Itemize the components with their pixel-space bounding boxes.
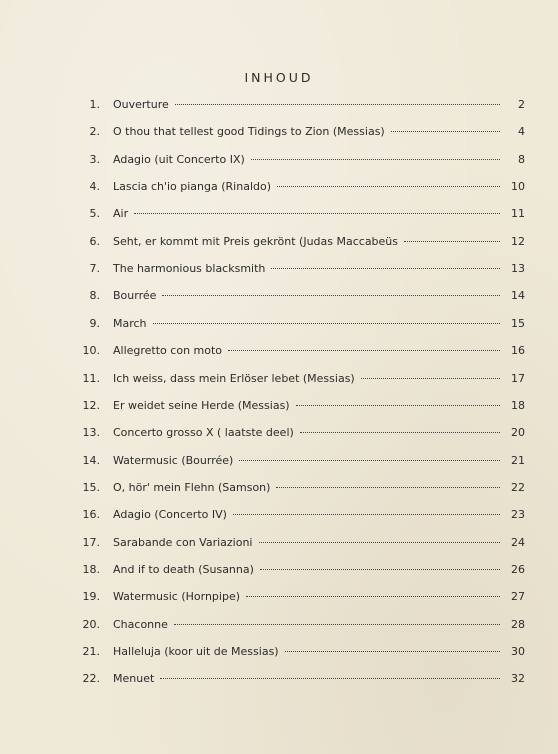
toc-entry-title: Concerto grosso X ( laatste deel) xyxy=(113,426,294,440)
toc-entry-title: Air xyxy=(113,207,129,221)
dot-leader xyxy=(300,432,500,433)
toc-entry-title: And if to death (Susanna) xyxy=(113,562,254,576)
toc-entry-number: 6. xyxy=(89,234,100,248)
toc-entry-number: 14. xyxy=(82,453,100,467)
dot-leader xyxy=(361,378,500,379)
toc-entry-line xyxy=(113,260,503,278)
toc-entry-line xyxy=(113,588,503,606)
toc-entry-number: 22. xyxy=(82,672,100,686)
toc-entry-page-number: 28 xyxy=(511,617,525,631)
dot-leader xyxy=(175,104,500,105)
toc-entry-title: O thou that tellest good Tidings to Zion (Messias) xyxy=(113,125,385,139)
dot-leader xyxy=(404,241,500,242)
toc-entry-page-number: 15 xyxy=(511,316,525,330)
toc-entry-number: 7. xyxy=(89,262,100,276)
toc-entry-number: 19. xyxy=(82,590,100,604)
toc-entry-line xyxy=(113,205,503,223)
toc-entry-number: 9. xyxy=(89,316,100,330)
toc-entry xyxy=(0,616,558,634)
dot-leader xyxy=(260,569,500,570)
toc-entry-title: Seht, er kommt mit Preis gekrönt (Judas Maccabeüs xyxy=(113,234,399,248)
toc-entry-line xyxy=(113,96,503,114)
toc-entry-line xyxy=(113,315,503,333)
dot-leader xyxy=(239,460,500,461)
toc-entry xyxy=(0,370,558,388)
toc-entry-title: Chaconne xyxy=(113,617,168,631)
dot-leader xyxy=(277,186,500,187)
toc-entry xyxy=(0,96,558,114)
toc-entry-number: 8. xyxy=(89,289,100,303)
toc-entry-page-number: 2 xyxy=(518,98,525,111)
dot-leader xyxy=(246,596,500,597)
toc-entry-title: Watermusic (Hornpipe) xyxy=(113,590,241,604)
toc-entry-page-number: 4 xyxy=(518,125,525,139)
toc-entry xyxy=(0,287,558,305)
toc-entry-title: Sarabande con Variazioni xyxy=(113,535,253,549)
toc-entry-page-number: 16 xyxy=(511,344,525,358)
toc-entry-number: 4. xyxy=(89,180,100,194)
dot-leader xyxy=(228,350,500,351)
toc-entry xyxy=(0,643,558,661)
toc-entry-page-number: 10 xyxy=(511,180,525,194)
toc-entry-page-number: 30 xyxy=(511,645,525,658)
toc-entry-title: Adagio (uit Concerto IX) xyxy=(113,152,245,166)
toc-entry-page-number: 14 xyxy=(511,289,525,303)
toc-entry xyxy=(0,561,558,579)
page-title: INHOUD xyxy=(244,70,314,85)
toc-entry-number: 2. xyxy=(89,125,100,139)
toc-entry-title: Ich weiss, dass mein Erlöser lebet (Messias) xyxy=(113,371,355,385)
dot-leader xyxy=(296,405,500,406)
toc-entry-number: 17. xyxy=(82,535,100,549)
toc-entry xyxy=(0,151,558,169)
toc-entry xyxy=(0,233,558,251)
toc-entry-line xyxy=(113,342,503,360)
dot-leader xyxy=(259,542,501,543)
dot-leader xyxy=(134,213,500,214)
dot-leader xyxy=(285,651,500,652)
toc-entry-line xyxy=(113,178,503,196)
toc-entry-line xyxy=(113,534,503,552)
dot-leader xyxy=(162,295,500,296)
dot-leader xyxy=(271,268,500,269)
toc-entry-page-number: 12 xyxy=(511,234,525,248)
toc-entry xyxy=(0,506,558,524)
dot-leader xyxy=(391,131,500,132)
toc-entry-line xyxy=(113,151,503,169)
toc-entry xyxy=(0,534,558,552)
toc-entry-number: 20. xyxy=(82,617,100,631)
toc-entry xyxy=(0,452,558,470)
toc-entry-page-number: 13 xyxy=(511,262,525,276)
toc-entry xyxy=(0,479,558,497)
toc-entry-title: Lascia ch'io pianga (Rinaldo) xyxy=(113,180,272,194)
toc-entry-line xyxy=(113,643,503,661)
toc-entry-number: 12. xyxy=(82,398,100,412)
toc-entry-page-number: 20 xyxy=(511,426,525,440)
dot-leader xyxy=(160,678,500,679)
toc-entry-number: 11. xyxy=(82,371,100,385)
toc-entry-page-number: 17 xyxy=(511,371,525,385)
toc-entry-title: March xyxy=(113,316,147,330)
toc-entry-number: 16. xyxy=(82,508,100,522)
toc-entry-number: 3. xyxy=(89,152,100,166)
toc-entry-line xyxy=(113,561,503,579)
toc-entry-line xyxy=(113,123,503,141)
dot-leader xyxy=(233,514,500,515)
dot-leader xyxy=(153,323,500,324)
toc-entry xyxy=(0,315,558,333)
toc-entry-number: 1. xyxy=(89,98,100,111)
toc-entry-title: Halleluja (koor uit de Messias) xyxy=(113,645,279,658)
toc-entry-page-number: 27 xyxy=(511,590,525,604)
toc-entry-page-number: 32 xyxy=(511,672,525,686)
toc-entry-title: Ouverture xyxy=(113,98,169,111)
toc-entry-title: Watermusic (Bourrée) xyxy=(113,453,234,467)
toc-entry-title: Allegretto con moto xyxy=(113,344,223,358)
toc-entry-line xyxy=(113,670,503,688)
toc-entry-page-number: 8 xyxy=(518,152,525,166)
toc-entry-page-number: 18 xyxy=(511,398,525,412)
toc-entry-title: Bourrée xyxy=(113,289,157,303)
toc-entry-line xyxy=(113,287,503,305)
toc-entry-page-number: 26 xyxy=(511,562,525,576)
toc-entry-title: Adagio (Concerto IV) xyxy=(113,508,227,522)
toc-entry-number: 15. xyxy=(82,480,100,494)
toc-entry-number: 21. xyxy=(82,645,100,658)
toc-entry xyxy=(0,342,558,360)
toc-entry-number: 13. xyxy=(82,426,100,440)
toc-entry-title: The harmonious blacksmith xyxy=(113,262,266,276)
toc-entry xyxy=(0,588,558,606)
toc-entry-line xyxy=(113,616,503,634)
toc-entry-line xyxy=(113,452,503,470)
dot-leader xyxy=(276,487,500,488)
toc-entry-page-number: 23 xyxy=(511,508,525,522)
toc-entry-page-number: 11 xyxy=(511,207,525,221)
toc-entry xyxy=(0,670,558,688)
toc-entry-title: Menuet xyxy=(113,672,155,686)
toc-entry-title: O, hör' mein Flehn (Samson) xyxy=(113,480,271,494)
toc-entry-page-number: 21 xyxy=(511,453,525,467)
toc-entry-title: Er weidet seine Herde (Messias) xyxy=(113,398,290,412)
dot-leader xyxy=(174,624,500,625)
toc-entry-page-number: 24 xyxy=(511,535,525,549)
toc-entry xyxy=(0,205,558,223)
toc-entry-line xyxy=(113,370,503,388)
toc-entry xyxy=(0,397,558,415)
toc-entry xyxy=(0,424,558,442)
toc-entry-line xyxy=(113,479,503,497)
toc-entry-number: 18. xyxy=(82,562,100,576)
toc-entry-number: 5. xyxy=(89,207,100,221)
toc-entry-number: 10. xyxy=(82,344,100,358)
toc-entry xyxy=(0,260,558,278)
dot-leader xyxy=(251,159,500,160)
toc-entry xyxy=(0,178,558,196)
toc-entry-line xyxy=(113,233,503,251)
toc-entry-page-number: 22 xyxy=(511,480,525,494)
toc-entry-line xyxy=(113,397,503,415)
toc-entry xyxy=(0,123,558,141)
toc-entry-line xyxy=(113,424,503,442)
toc-entry-line xyxy=(113,506,503,524)
